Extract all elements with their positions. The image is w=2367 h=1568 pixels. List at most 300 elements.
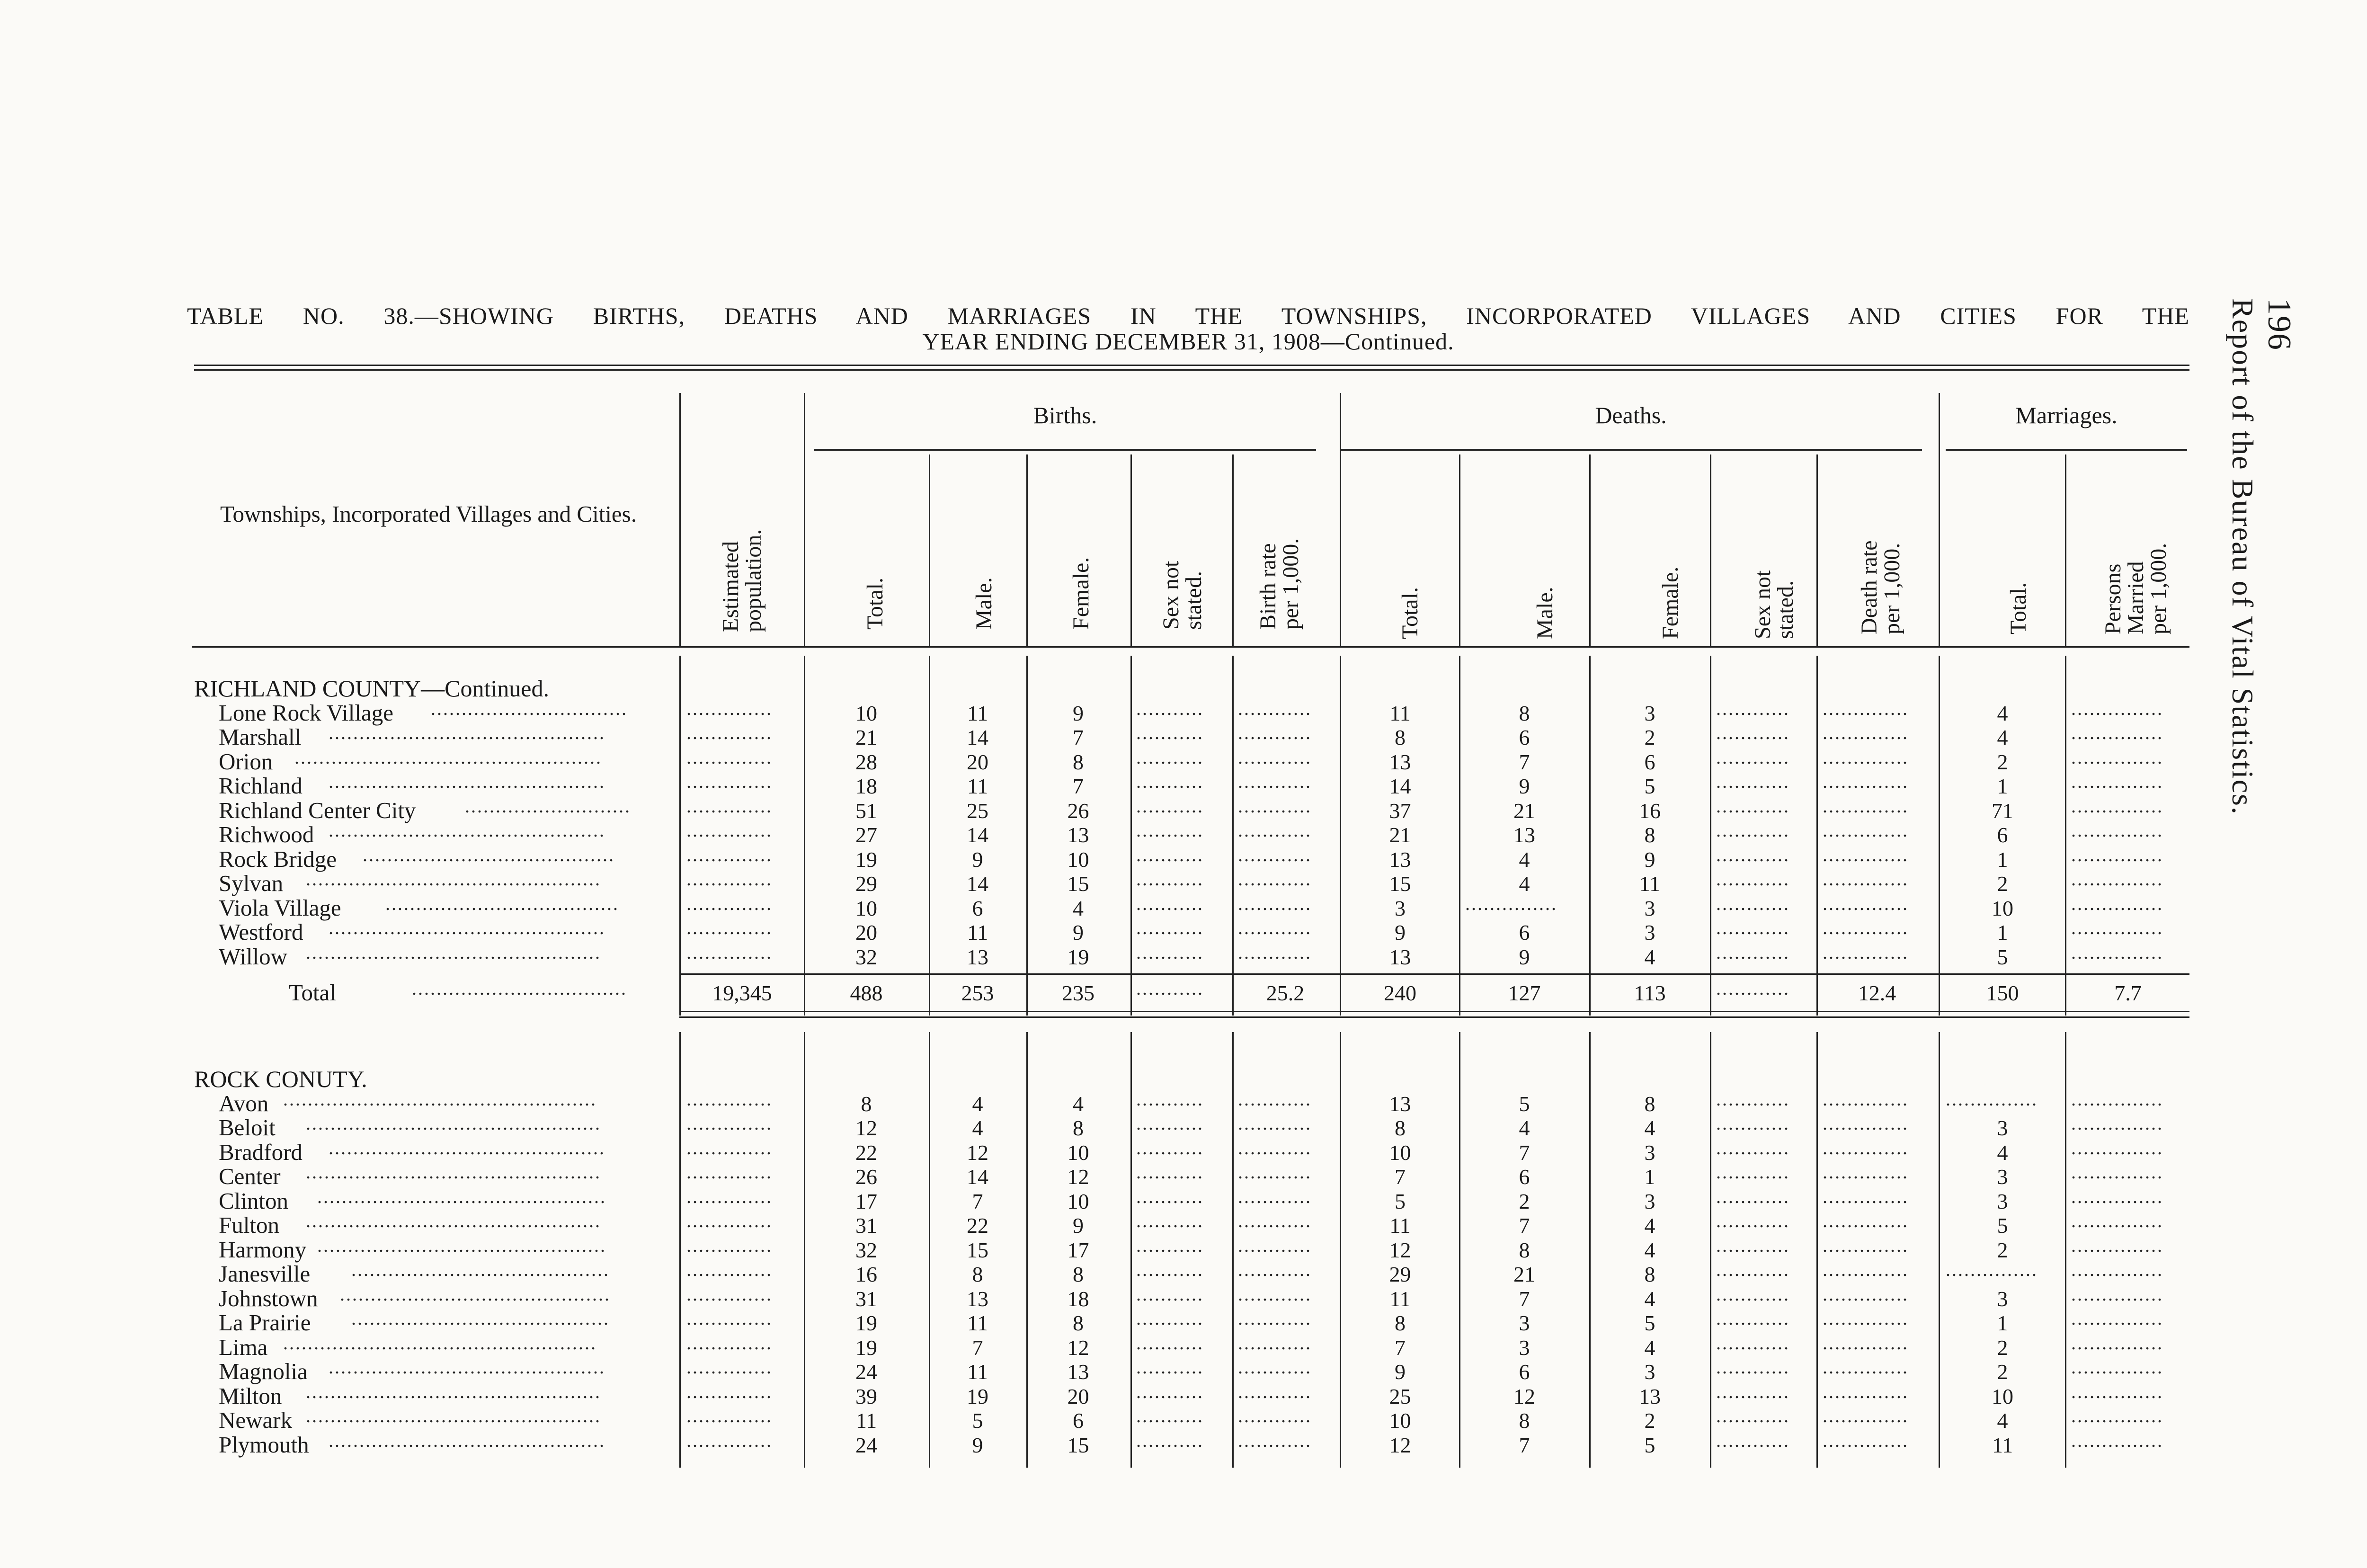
empty-cell-dots: ...........: [1136, 1185, 1204, 1207]
empty-cell-dots: ...............: [2071, 1405, 2163, 1426]
cell-bf: 8: [1073, 1262, 1084, 1286]
births-sex-header-l2: stated.: [1181, 571, 1206, 630]
cell-dm: 7: [1519, 1286, 1530, 1311]
cell-bf: 7: [1073, 725, 1084, 749]
cell-df: 3: [1644, 1140, 1655, 1165]
header-separator: [1939, 393, 1940, 646]
cell-bf: 26: [1067, 798, 1089, 823]
empty-cell-dots: ............: [1716, 1185, 1790, 1207]
header-separator: [2065, 454, 2066, 646]
cell-bm: 5: [972, 1408, 983, 1433]
empty-cell-dots: ...........: [1136, 1356, 1204, 1378]
empty-cell-dots: ...............: [2071, 1234, 2163, 1256]
cell-dt: 7: [1395, 1335, 1406, 1360]
empty-cell-dots: ............: [1716, 941, 1790, 963]
empty-cell-dots: ...........: [1136, 1088, 1204, 1110]
cell-bf: 17: [1067, 1238, 1089, 1262]
row-leader-dots: ...........................: [465, 795, 631, 817]
empty-cell-dots: ...............: [2071, 1161, 2163, 1183]
empty-cell-dots: ...............: [2071, 820, 2163, 841]
empty-cell-dots: ...........: [1136, 1332, 1204, 1354]
empty-cell-dots: ..............: [686, 1161, 773, 1183]
cell-bf: 6: [1073, 1408, 1084, 1433]
cell-mt: 3: [1997, 1286, 2008, 1311]
cell-mt: 6: [1997, 823, 2008, 847]
cell-dm: 4: [1519, 872, 1530, 896]
cell-bt: 18: [855, 774, 877, 798]
empty-cell-dots: ............: [1716, 820, 1790, 841]
empty-cell-dots: ..............: [1823, 1429, 1909, 1451]
cell-bf: 9: [1073, 920, 1084, 944]
cell-mt: 150: [1986, 981, 2019, 1005]
header-separator: [1589, 454, 1591, 646]
empty-cell-dots: ............: [1716, 1381, 1790, 1402]
empty-cell-dots: ............: [1238, 1210, 1312, 1231]
empty-cell-dots: ............: [1716, 1405, 1790, 1426]
empty-cell-dots: ............: [1716, 1429, 1790, 1451]
cell-dt: 10: [1389, 1140, 1411, 1165]
row-label: Sylvan: [219, 870, 284, 896]
cell-bf: 8: [1073, 1116, 1084, 1140]
cell-mt: 2: [1997, 749, 2008, 774]
cell-df: 5: [1644, 774, 1655, 798]
births-male-header-text: Male.: [971, 577, 997, 630]
cell-dt: 8: [1395, 1311, 1406, 1335]
marriages-rate-header-l2: Married: [2123, 561, 2148, 634]
row-leader-dots: ................................................: [306, 1405, 601, 1426]
section-title: ROCK CONUTY.: [194, 1066, 367, 1092]
cell-bm: 8: [972, 1262, 983, 1286]
empty-cell-dots: ...............: [2071, 917, 2163, 938]
empty-cell-dots: ............: [1238, 697, 1312, 719]
births-underline: [814, 449, 1316, 451]
cell-df: 2: [1644, 1408, 1655, 1433]
cell-bm: 7: [972, 1335, 983, 1360]
column-separator: [1130, 656, 1132, 1016]
cell-bf: 4: [1073, 1091, 1084, 1116]
empty-cell-dots: ..............: [1823, 697, 1909, 719]
empty-cell-dots: ...........: [1136, 1137, 1204, 1158]
column-separator: [679, 1032, 681, 1468]
cell-bm: 11: [967, 1311, 988, 1335]
empty-cell-dots: ............: [1238, 1259, 1312, 1280]
cell-bt: 32: [855, 944, 877, 969]
cell-bt: 19: [855, 1311, 877, 1335]
empty-cell-dots: ..............: [686, 746, 773, 768]
marriages-rate-header-l3: per 1,000.: [2146, 543, 2171, 634]
cell-bm: 4: [972, 1116, 983, 1140]
cell-bf: 8: [1073, 1311, 1084, 1335]
cell-bm: 14: [967, 725, 988, 749]
row-leader-dots: .............................................: [329, 1429, 605, 1451]
empty-cell-dots: ............: [1238, 1113, 1312, 1134]
cell-df: 1: [1644, 1165, 1655, 1189]
cell-dt: 25: [1389, 1384, 1411, 1408]
empty-cell-dots: ............: [1238, 1405, 1312, 1426]
births-total-header: [864, 544, 887, 630]
marriages-rate-header-l1: Persons: [2100, 563, 2126, 634]
empty-cell-dots: ...........: [1136, 771, 1204, 792]
empty-cell-dots: ...............: [2071, 1259, 2163, 1280]
births-sex-header: [1160, 502, 1205, 630]
empty-cell-dots: ..............: [1823, 868, 1909, 890]
total-rule-double-2: [679, 1016, 2189, 1018]
cell-bf: 20: [1067, 1384, 1089, 1408]
row-label: Willow: [219, 943, 288, 970]
cell-bm: 14: [967, 823, 988, 847]
deaths-male-header-text: Male.: [1532, 587, 1557, 639]
empty-cell-dots: ..............: [686, 868, 773, 890]
empty-cell-dots: ...............: [2071, 1185, 2163, 1207]
row-leader-dots: ...................................................: [283, 1088, 597, 1110]
header-separator: [1026, 454, 1028, 646]
births-total-header-text: Total.: [863, 578, 888, 630]
empty-cell-dots: ..............: [686, 1259, 773, 1280]
empty-cell-dots: ..............: [686, 1185, 773, 1207]
cell-mt: 11: [1992, 1433, 2013, 1457]
empty-cell-dots: ...............: [2071, 941, 2163, 963]
cell-bm: 15: [967, 1238, 988, 1262]
empty-cell-dots: ...............: [1946, 1088, 2038, 1110]
cell-dt: 3: [1395, 896, 1406, 920]
row-leader-dots: ................................................: [306, 1381, 601, 1402]
cell-bt: 39: [855, 1384, 877, 1408]
row-leader-dots: ............................................: [340, 1283, 611, 1305]
cell-bt: 17: [855, 1189, 877, 1213]
empty-cell-dots: ............: [1716, 1088, 1790, 1110]
cell-dt: 12: [1389, 1433, 1411, 1457]
cell-bm: 11: [967, 701, 988, 725]
row-label: Center: [219, 1163, 281, 1189]
empty-cell-dots: ...............: [2071, 868, 2163, 890]
cell-df: 2: [1644, 725, 1655, 749]
row-leader-dots: ................................................: [306, 868, 601, 890]
column-separator: [1816, 1032, 1818, 1468]
cell-df: 4: [1644, 1286, 1655, 1311]
column-separator: [679, 656, 681, 1016]
empty-cell-dots: ............: [1716, 722, 1790, 743]
empty-cell-dots: ..............: [1823, 1161, 1909, 1183]
cell-bt: 31: [855, 1286, 877, 1311]
empty-cell-dots: ..............: [1823, 1137, 1909, 1158]
cell-dm: 8: [1519, 1408, 1530, 1433]
cell-mt: 4: [1997, 725, 2008, 749]
births-female-header-text: Female.: [1068, 557, 1094, 630]
deaths-total-header-text: Total.: [1397, 587, 1423, 639]
empty-cell-dots: ...............: [2071, 1210, 2163, 1231]
cell-mt: 71: [1992, 798, 2013, 823]
cell-mt: 4: [1997, 1140, 2008, 1165]
cell-dt: 15: [1389, 872, 1411, 896]
empty-cell-dots: ..............: [686, 1429, 773, 1451]
cell-df: 3: [1644, 1189, 1655, 1213]
cell-bf: 19: [1067, 944, 1089, 969]
cell-bt: 24: [855, 1360, 877, 1384]
row-label: Avon: [219, 1090, 269, 1116]
empty-cell-dots: ............: [1238, 1185, 1312, 1207]
section-title: RICHLAND COUNTY—Continued.: [194, 675, 549, 702]
column-separator: [1130, 1032, 1132, 1468]
cell-mt: 5: [1997, 1213, 2008, 1238]
empty-cell-dots: ..............: [1823, 892, 1909, 914]
cell-df: 9: [1644, 847, 1655, 872]
empty-cell-dots: ..............: [1823, 844, 1909, 865]
cell-bt: 28: [855, 749, 877, 774]
empty-cell-dots: ..............: [686, 1088, 773, 1110]
empty-cell-dots: ...........: [1136, 892, 1204, 914]
empty-cell-dots: ...............: [2071, 1429, 2163, 1451]
empty-cell-dots: ............: [1238, 820, 1312, 841]
cell-mt: 1: [1997, 774, 2008, 798]
marriages-header: Marriages.: [2015, 402, 2118, 428]
column-separator: [1232, 1032, 1234, 1468]
header-separator: [929, 454, 930, 646]
cell-bm: 6: [972, 896, 983, 920]
births-female-header: [1070, 535, 1093, 630]
empty-cell-dots: ............: [1238, 844, 1312, 865]
row-leader-dots: ..........................................: [351, 1308, 610, 1329]
cell-bt: 21: [855, 725, 877, 749]
cell-bf: 15: [1067, 1433, 1089, 1457]
cell-bt: 10: [855, 896, 877, 920]
empty-cell-dots: ..............: [1823, 722, 1909, 743]
row-label: Clinton: [219, 1187, 289, 1214]
empty-cell-dots: ............: [1716, 1283, 1790, 1305]
empty-cell-dots: ..............: [1823, 820, 1909, 841]
cell-mt: 2: [1997, 1335, 2008, 1360]
empty-cell-dots: ............: [1238, 1137, 1312, 1158]
cell-bf: 9: [1073, 1213, 1084, 1238]
deaths-rate-header: [1858, 488, 1904, 634]
cell-dm: 21: [1513, 798, 1535, 823]
empty-cell-dots: ............: [1238, 1332, 1312, 1354]
column-separator: [2065, 656, 2066, 1016]
cell-df: 3: [1644, 896, 1655, 920]
cell-bf: 13: [1067, 823, 1089, 847]
births-male-header: [973, 549, 996, 630]
row-label: La Prairie: [219, 1310, 311, 1336]
header-separator: [1340, 393, 1341, 646]
cell-mt: 1: [1997, 847, 2008, 872]
empty-cell-dots: ............: [1716, 1137, 1790, 1158]
row-leader-dots: ................................................: [306, 941, 601, 963]
row-label: Johnstown: [219, 1285, 318, 1311]
cell-dm: 2: [1519, 1189, 1530, 1213]
cell-df: 3: [1644, 1360, 1655, 1384]
cell-df: 8: [1644, 1262, 1655, 1286]
row-leader-dots: .............................................: [329, 820, 605, 841]
deaths-sex-header-l1: Sex not: [1750, 570, 1775, 639]
cell-bf: 10: [1067, 1140, 1089, 1165]
column-separator: [1232, 656, 1234, 1016]
empty-cell-dots: ..............: [686, 1137, 773, 1158]
cell-br: 25.2: [1266, 981, 1305, 1005]
cell-bt: 29: [855, 872, 877, 896]
empty-cell-dots: ............: [1716, 1259, 1790, 1280]
empty-cell-dots: ...............: [2071, 1137, 2163, 1158]
row-label: Orion: [219, 748, 273, 775]
cell-dm: 3: [1519, 1335, 1530, 1360]
empty-cell-dots: ..............: [1823, 1210, 1909, 1231]
row-leader-dots: ...............................................: [317, 1234, 606, 1256]
empty-cell-dots: ..............: [1823, 1113, 1909, 1134]
empty-cell-dots: ...........: [1136, 1405, 1204, 1426]
cell-dt: 14: [1389, 774, 1411, 798]
table-title-line1: TABLE NO. 38.—SHOWING BIRTHS, DEATHS AND MARRIAGES IN THE TOWNSHIPS, INCORPORATED VILLAGES AND CITIES FOR THE: [187, 303, 2189, 329]
cell-df: 4: [1644, 1238, 1655, 1262]
empty-cell-dots: ..............: [686, 1405, 773, 1426]
cell-dm: 6: [1519, 725, 1530, 749]
cell-dm: 13: [1513, 823, 1535, 847]
row-label: Beloit: [219, 1114, 276, 1140]
empty-cell-dots: ............: [1238, 1234, 1312, 1256]
row-leader-dots: ..................................................: [294, 746, 602, 768]
deaths-male-header: [1534, 559, 1557, 639]
empty-cell-dots: ...........: [1136, 746, 1204, 768]
header-separator: [1710, 454, 1711, 646]
cell-bt: 19: [855, 1335, 877, 1360]
empty-cell-dots: ............: [1238, 1381, 1312, 1402]
cell-bf: 12: [1067, 1335, 1089, 1360]
empty-cell-dots: ............: [1238, 1429, 1312, 1451]
empty-cell-dots: ...............: [2071, 697, 2163, 719]
empty-cell-dots: ...........: [1136, 1259, 1204, 1280]
cell-mr: 7.7: [2114, 981, 2142, 1005]
empty-cell-dots: ...............: [1465, 892, 1557, 914]
empty-cell-dots: ............: [1238, 1088, 1312, 1110]
empty-cell-dots: ..............: [1823, 1185, 1909, 1207]
cell-bt: 24: [855, 1433, 877, 1457]
empty-cell-dots: ...........: [1136, 978, 1204, 999]
cell-mt: 5: [1997, 944, 2008, 969]
cell-bm: 20: [967, 749, 988, 774]
empty-cell-dots: ...............: [2071, 1283, 2163, 1305]
cell-bf: 10: [1067, 847, 1089, 872]
header-separator: [1816, 454, 1818, 646]
cell-bm: 19: [967, 1384, 988, 1408]
empty-cell-dots: ...............: [2071, 746, 2163, 768]
column-separator: [1340, 1032, 1341, 1468]
cell-mt: 3: [1997, 1165, 2008, 1189]
cell-dt: 11: [1389, 1213, 1411, 1238]
row-label: Marshall: [219, 724, 302, 750]
cell-bt: 19: [855, 847, 877, 872]
deaths-underline: [1340, 449, 1922, 451]
cell-bm: 253: [961, 981, 994, 1005]
cell-bt: 32: [855, 1238, 877, 1262]
empty-cell-dots: ...............: [2071, 1308, 2163, 1329]
cell-mt: 1: [1997, 920, 2008, 944]
empty-cell-dots: ............: [1238, 1308, 1312, 1329]
empty-cell-dots: ............: [1716, 771, 1790, 792]
column-separator: [2065, 1032, 2066, 1468]
empty-cell-dots: ...............: [2071, 892, 2163, 914]
cell-dm: 7: [1519, 1433, 1530, 1457]
cell-bm: 14: [967, 872, 988, 896]
empty-cell-dots: ..............: [1823, 1088, 1909, 1110]
cell-bm: 4: [972, 1091, 983, 1116]
empty-cell-dots: ............: [1716, 844, 1790, 865]
cell-dm: 8: [1519, 1238, 1530, 1262]
running-head-text: Report of the Bureau of Vital Statistics.: [2226, 298, 2260, 815]
total-row-label: Total: [289, 980, 336, 1006]
cell-dm: 9: [1519, 774, 1530, 798]
empty-cell-dots: ............: [1716, 1210, 1790, 1231]
empty-cell-dots: ...........: [1136, 697, 1204, 719]
row-label: Magnolia: [219, 1358, 308, 1384]
empty-cell-dots: ............: [1716, 697, 1790, 719]
empty-cell-dots: ..............: [686, 1210, 773, 1231]
population-header-l1: Estimated: [718, 541, 743, 632]
cell-mt: 4: [1997, 1408, 2008, 1433]
cell-dt: 5: [1395, 1189, 1406, 1213]
empty-cell-dots: ............: [1716, 1308, 1790, 1329]
cell-dt: 9: [1395, 920, 1406, 944]
cell-dm: 9: [1519, 944, 1530, 969]
cell-bt: 16: [855, 1262, 877, 1286]
empty-cell-dots: ...........: [1136, 1381, 1204, 1402]
row-leader-dots: ..........................................: [351, 1259, 610, 1280]
empty-cell-dots: ............: [1716, 868, 1790, 890]
empty-cell-dots: ............: [1716, 1113, 1790, 1134]
row-label: Lima: [219, 1334, 268, 1360]
empty-cell-dots: ...........: [1136, 1113, 1204, 1134]
column-separator: [1939, 656, 1940, 1016]
cell-bm: 12: [967, 1140, 988, 1165]
empty-cell-dots: ..............: [1823, 917, 1909, 938]
cell-bt: 10: [855, 701, 877, 725]
page-number: 196: [2261, 298, 2297, 351]
empty-cell-dots: ..............: [1823, 941, 1909, 963]
column-separator: [1710, 1032, 1711, 1468]
row-leader-dots: .............................................: [329, 771, 605, 792]
header-separator: [1232, 454, 1234, 646]
cell-dt: 11: [1389, 701, 1411, 725]
empty-cell-dots: ...........: [1136, 868, 1204, 890]
row-leader-dots: ...................................................: [283, 1332, 597, 1354]
empty-cell-dots: ...............: [2071, 1381, 2163, 1402]
cell-dt: 8: [1395, 1116, 1406, 1140]
cell-bf: 18: [1067, 1286, 1089, 1311]
cell-mt: 4: [1997, 701, 2008, 725]
empty-cell-dots: ..............: [1823, 771, 1909, 792]
cell-bt: 11: [855, 1408, 877, 1433]
header-bottom-rule: [192, 646, 2189, 648]
cell-bt: 488: [850, 981, 883, 1005]
cell-dt: 7: [1395, 1165, 1406, 1189]
cell-dt: 13: [1389, 749, 1411, 774]
deaths-female-header: [1659, 540, 1682, 639]
cell-dt: 11: [1389, 1286, 1411, 1311]
empty-cell-dots: ...........: [1136, 1308, 1204, 1329]
cell-df: 113: [1634, 981, 1666, 1005]
empty-cell-dots: ..............: [686, 1332, 773, 1354]
births-rate-header-l1: Birth rate: [1255, 543, 1281, 630]
empty-cell-dots: ..............: [1823, 1259, 1909, 1280]
empty-cell-dots: ..............: [1823, 1332, 1909, 1354]
marriages-rate-header: [2102, 483, 2170, 634]
cell-mt: 2: [1997, 1238, 2008, 1262]
empty-cell-dots: ..............: [1823, 1283, 1909, 1305]
cell-dm: 8: [1519, 701, 1530, 725]
cell-bm: 14: [967, 1165, 988, 1189]
table-title-line2: YEAR ENDING DECEMBER 31, 1908—Continued.: [922, 328, 1454, 355]
cell-bf: 7: [1073, 774, 1084, 798]
cell-pop: 19,345: [712, 981, 772, 1005]
header-separator: [679, 393, 681, 646]
empty-cell-dots: ...............: [2071, 795, 2163, 817]
row-label-header: Townships, Incorporated Villages and Cities.: [220, 501, 637, 527]
